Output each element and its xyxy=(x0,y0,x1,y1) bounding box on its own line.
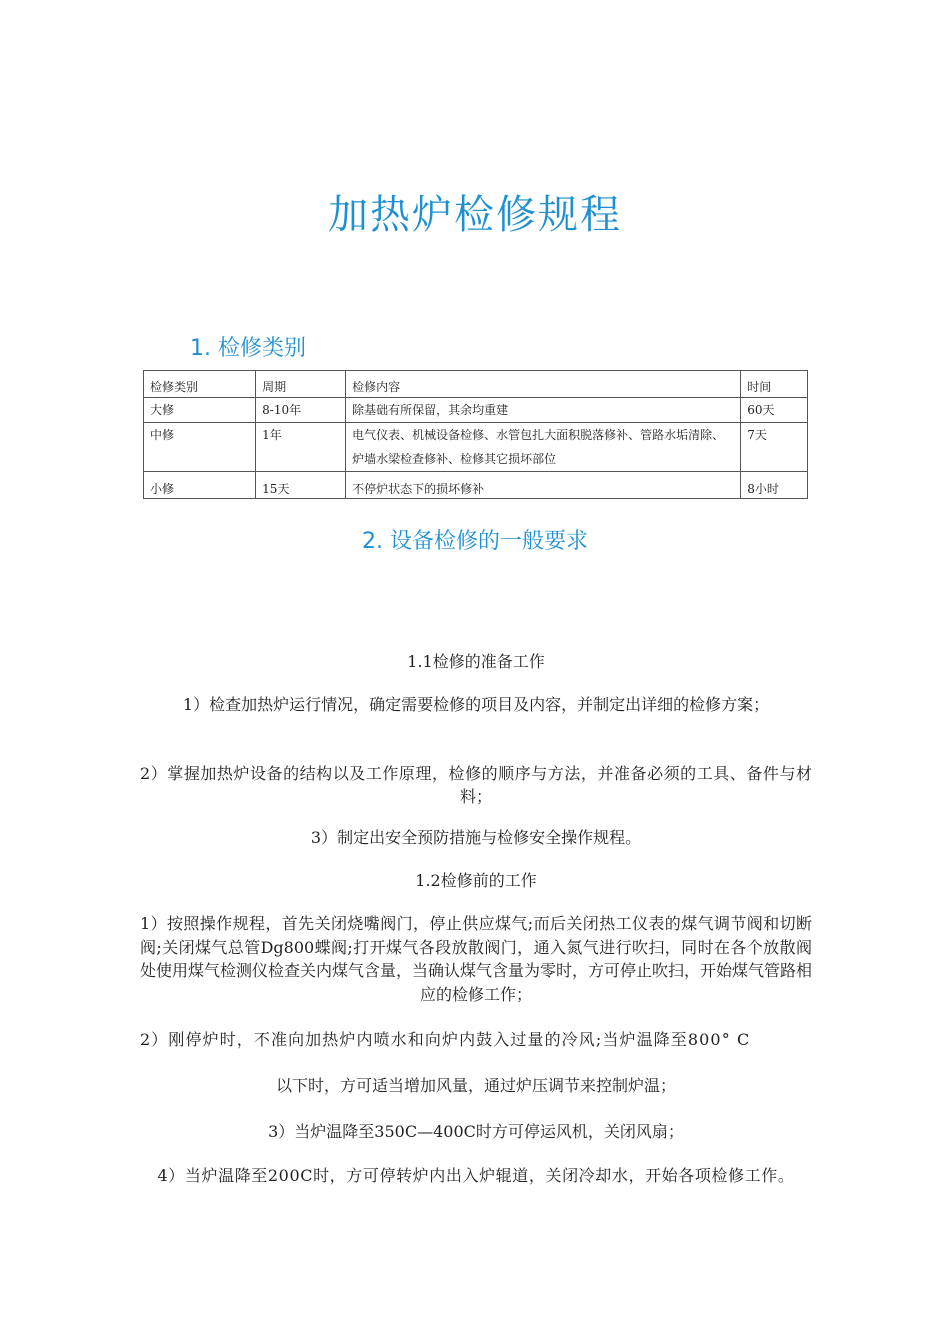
table-cell: 60天 xyxy=(741,398,808,423)
pre-maintenance-item-2: 2）刚停炉时，不准向加热炉内喷水和向炉内鼓入过量的冷风;当炉温降至800° C xyxy=(140,1030,751,1049)
section-heading-general-requirements: 2. 设备检修的一般要求 xyxy=(362,529,588,554)
table-header-cell: 时间 xyxy=(741,371,808,398)
table-header-row xyxy=(144,371,808,398)
section-heading-categories: 1. 检修类别 xyxy=(190,336,306,361)
table-row xyxy=(144,472,808,499)
maintenance-category-table xyxy=(143,370,808,499)
table-row xyxy=(144,398,808,423)
table-header-cell: 检修内容 xyxy=(346,371,741,398)
subsection-heading-preparation: 1.1检修的准备工作 xyxy=(407,652,545,671)
table-cell: 8小时 xyxy=(741,472,808,499)
preparation-item-3: 3）制定出安全预防措施与检修安全操作规程。 xyxy=(310,828,642,847)
pre-maintenance-item-3: 3）当炉温降至350C—400C时方可停运风机，关闭风扇； xyxy=(268,1122,684,1141)
table-cell: 8-10年 xyxy=(256,398,346,423)
table-cell: 15天 xyxy=(256,472,346,499)
preparation-item-2: 2）掌握加热炉设备的结构以及工作原理，检修的顺序与方法，并准备必须的工具、备件与材料； xyxy=(140,764,812,806)
subsection-heading-pre-maintenance: 1.2检修前的工作 xyxy=(415,871,537,890)
table-cell: 1年 xyxy=(256,423,346,472)
pre-maintenance-item-2-continued: 以下时，方可适当增加风量，通过炉压调节来控制炉温； xyxy=(275,1076,676,1095)
table-cell: 小修 xyxy=(144,472,256,499)
pre-maintenance-item-4: 4）当炉温降至200C时，方可停转炉内出入炉辊道，关闭冷却水，开始各项检修工作。 xyxy=(157,1166,795,1185)
table-cell: 大修 xyxy=(144,398,256,423)
table-cell: 除基础有所保留，其余均重建 xyxy=(346,398,741,423)
pre-maintenance-item-1: 1）按照操作规程，首先关闭烧嘴阀门，停止供应煤气;而后关闭热工仪表的煤气调节阀和切断阀;关闭煤气总管Dg800蝶阀;打开煤气各段放散阀门，通入氮气进行吹扫，同时在各个放散阀处使用煤气检测仪检查关内煤气含量，当确认煤气含量为零时，方可停止吹扫，开始煤气管路相应的检修工作； xyxy=(140,914,813,1004)
table-cell: 电气仪表、机械设备检修、水管包扎大面积脱落修补、管路水垢清除、炉墙水梁检查修补、检修其它损坏部位 xyxy=(346,423,741,472)
table-cell: 中修 xyxy=(144,423,256,472)
table-header-cell: 检修类别 xyxy=(144,371,256,398)
table-cell: 7天 xyxy=(741,423,808,472)
table-row xyxy=(144,423,808,472)
table-header-cell: 周期 xyxy=(256,371,346,398)
document-title: 加热炉检修规程 xyxy=(328,192,622,238)
preparation-item-1: 1）检查加热炉运行情况，确定需要检修的项目及内容，并制定出详细的检修方案； xyxy=(182,695,770,714)
table-cell: 不停炉状态下的损坏修补 xyxy=(346,472,741,499)
